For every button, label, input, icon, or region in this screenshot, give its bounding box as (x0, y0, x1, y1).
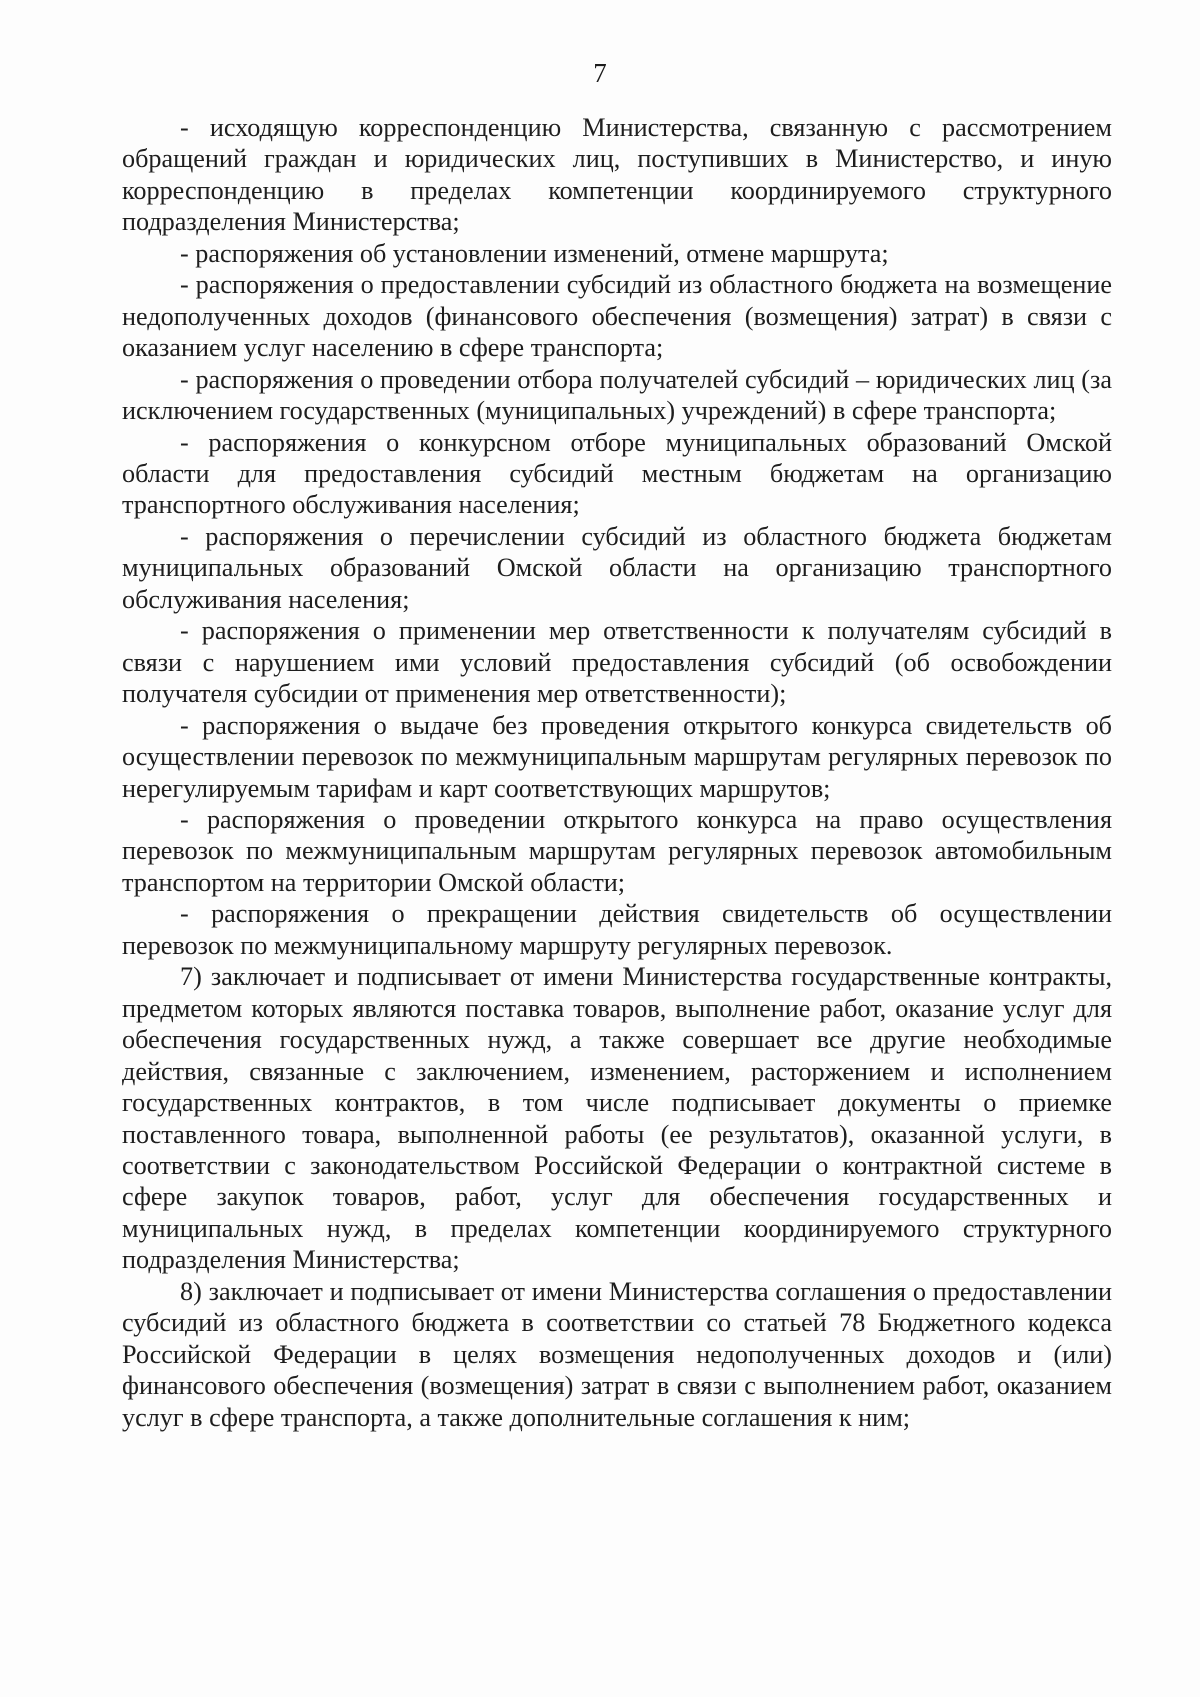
page-number: 7 (593, 58, 607, 88)
paragraph-subsidy-transfer: - распоряжения о перечислении субсидий из областного бюджета бюджетам муниципальных образований Омской области на организацию транспортного обслуживания населения; (122, 521, 1112, 614)
paragraph-municipal-competition: - распоряжения о конкурсном отборе муниципальных образований Омской области для предоставления субсидий местным бюджетам на организацию транспортного обслуживания населения; (122, 427, 1112, 520)
paragraph-recipient-selection: - распоряжения о проведении отбора получателей субсидий – юридических лиц (за исключением государственных (муниципальных) учреждений) в сфере транспорта; (122, 364, 1112, 426)
paragraph-open-tender: - распоряжения о проведении открытого конкурса на право осуществления перевозок по межмуниципальным маршрутам регулярных перевозок автомобильным транспортом на территории Омской области; (122, 804, 1112, 897)
paragraph-outgoing-correspondence: - исходящую корреспонденцию Министерства, связанную с рассмотрением обращений граждан и юридических лиц, поступивших в Министерство, и иную корреспонденцию в пределах компетенции координируемого структурного подразделения Министерства; (122, 113, 1112, 237)
paragraph-certificates-issuance: - распоряжения о выдаче без проведения открытого конкурса свидетельств об осуществлении перевозок по межмуниципальным маршрутам регулярных перевозок по нерегулируемым тарифам и карт соответствующих маршрутов; (122, 710, 1112, 803)
paragraph-route-changes: - распоряжения об установлении изменений, отмене маршрута; (180, 238, 889, 268)
document-body (122, 112, 1112, 1433)
paragraph-liability-measures: - распоряжения о применении мер ответственности к получателям субсидий в связи с нарушением ими условий предоставления субсидий (об освобождении получателя субсидии от применения мер ответственности); (122, 616, 1112, 709)
paragraph-item-7-contracts: 7) заключает и подписывает от имени Министерства государственные контракты, предметом которых являются поставка товаров, выполнение работ, оказание услуг для обеспечения государственных нужд, а также совершает все другие необходимые действия, связанные с заключением, изменением, расторжением и исполнением государственных контрактов, в том числе подписывает документы о приемке поставленного товара, выполненной работы (ее результатов), оказанной услуги, в соответствии с законодательством Российской Федерации о контрактной системе в сфере закупок товаров, работ, услуг для обеспечения государственных и муниципальных нужд, в пределах компетенции координируемого структурного подразделения Министерства; (122, 962, 1112, 1275)
paragraph-item-8-agreements: 8) заключает и подписывает от имени Министерства соглашения о предоставлении субсидий из областного бюджета в соответствии со статьей 78 Бюджетного кодекса Российской Федерации в целях возмещения недополученных доходов и (или) финансового обеспечения (возмещения) затрат в связи с выполнением работ, оказанием услуг в сфере транспорта, а также дополнительные соглашения к ним; (122, 1276, 1112, 1432)
paragraph-certificates-termination: - распоряжения о прекращении действия свидетельств об осуществлении перевозок по межмуниципальному маршруту регулярных перевозок. (122, 899, 1112, 960)
paragraph-subsidies-compensation: - распоряжения о предоставлении субсидий из областного бюджета на возмещение недополученных доходов (финансового обеспечения (возмещения) затрат) в связи с оказанием услуг населению в сфере транспорта; (122, 270, 1112, 363)
